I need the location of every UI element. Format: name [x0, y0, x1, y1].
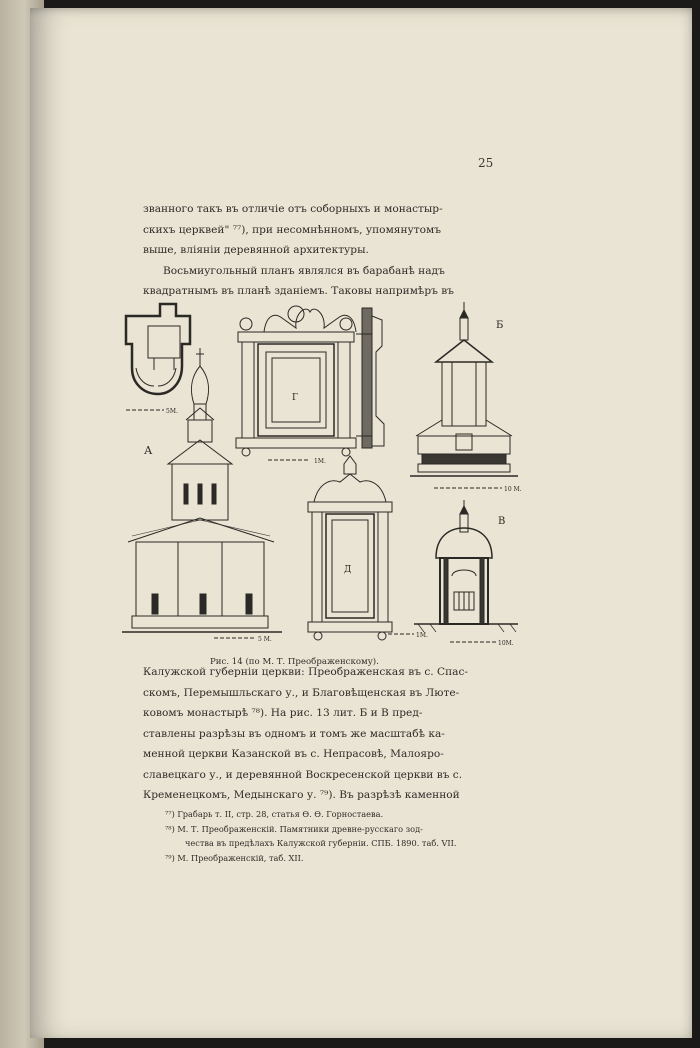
text-line: скомъ, Перемышльскаго у., и Благовѣщенская въ Лютe- [143, 686, 460, 699]
text-line: квадратнымъ въ планѣ зданіемъ. Таковы напримѣръ въ [143, 285, 454, 297]
text-line: менной церкви Казанской въ с. Непрасовѣ, Малояро- [143, 748, 444, 760]
architectural-figure [118, 296, 528, 652]
section-b-scale-label: 10 М. [504, 486, 522, 493]
top-paragraph [143, 199, 501, 302]
figure-caption: Рис. 14 (по М. Т. Преображенскому). [210, 657, 379, 667]
text-line: Кременецкомъ, Медынскаго у. ⁷⁹). Въ разрѣзѣ каменной [143, 789, 460, 801]
text-line: Восьмиугольный планъ являлся въ барабанѣ надъ [163, 264, 445, 277]
window-profile [356, 308, 384, 448]
plan-scale-label: 5М. [166, 408, 178, 415]
text-line: выше, вліяніи деревянной архитектуры. [143, 244, 369, 256]
plan-drawing [126, 304, 190, 394]
text-line: Калужской губерніи церкви: Преображенская въ с. Спас- [143, 666, 468, 678]
label-v: В [498, 516, 506, 527]
label-d: Д [344, 565, 352, 575]
footnote-78: ⁷⁸) М. Т. Преображенскій. Памятники древне-русскаго зод- [165, 823, 423, 834]
text-line: скихъ церквей" ⁷⁷), при несомнѣнномъ, упомянутомъ [143, 223, 442, 236]
section-v-scale-label: 10М. [498, 640, 514, 647]
label-a: А [144, 444, 153, 457]
footnote-77: ⁷⁷) Грабарь т. II, стр. 28, статья Ѳ. Ѳ. Горностаева. [165, 809, 384, 819]
window-frame-g [236, 306, 356, 456]
text-line: званного такъ въ отличіе отъ соборныхъ и монастыр- [143, 203, 443, 215]
church-a-scale-label: 5 М. [258, 636, 272, 643]
window-frame-d [308, 456, 392, 640]
text-line: ковомъ монастырѣ ⁷⁸). На рис. 13 лит. Б и В пред- [143, 707, 423, 719]
text-line: славецкаго у., и деревянной Воскресенской церкви въ с. [143, 768, 463, 781]
window-g-scale-label: 1М. [314, 458, 326, 465]
footnotes [165, 807, 501, 865]
window-d-scale-label: 1М. [416, 632, 428, 639]
figure-drawing [118, 296, 528, 652]
label-g: Г [292, 393, 298, 403]
label-b: Б [496, 320, 504, 331]
bottom-paragraph [143, 662, 501, 806]
text-line: ставлены разрѣзы въ одномъ и томъ же масштабѣ ка- [143, 727, 445, 740]
page-number: 25 [478, 156, 494, 170]
footnote-79: ⁷⁹) М. Преображенскій, таб. XII. [165, 852, 304, 863]
footnote-78-continued: чества въ предѣлахъ Калужской губерніи. СПБ. 1890. таб. VII. [185, 838, 457, 848]
